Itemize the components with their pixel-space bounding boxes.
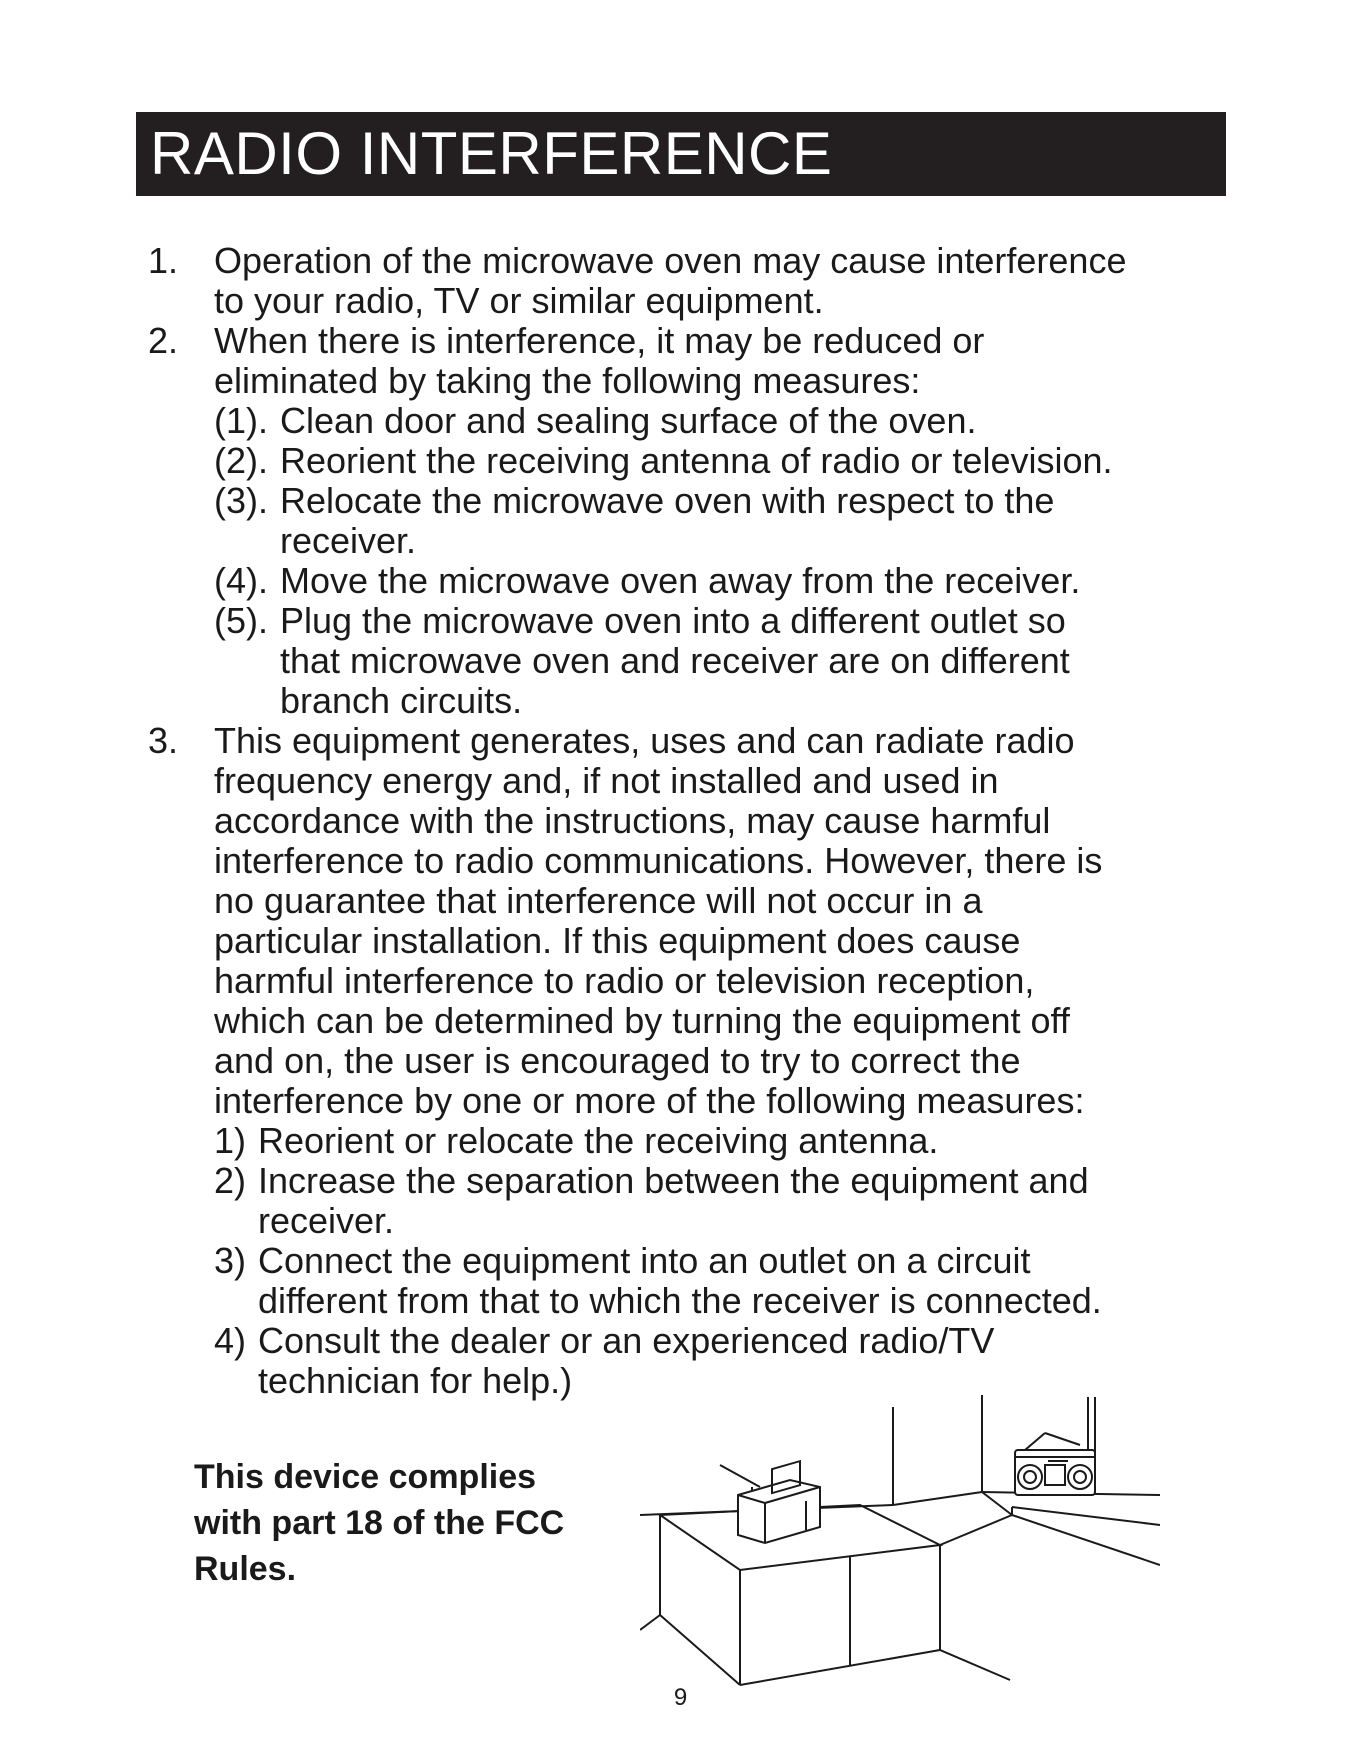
sub-item bbox=[214, 401, 1238, 441]
item-line: frequency energy and, if not installed and used in bbox=[214, 760, 999, 801]
item-line: interference to radio communications. However, there is bbox=[214, 840, 1103, 881]
sub-item-line: Consult the dealer or an experienced radio/TV bbox=[258, 1320, 995, 1361]
list-item-2 bbox=[148, 321, 1238, 401]
sub-item-line: Relocate the microwave oven with respect to the bbox=[280, 480, 1055, 521]
sub-item-line: Connect the equipment into an outlet on a circuit bbox=[258, 1240, 1031, 1281]
sub-item-number: 3) bbox=[214, 1240, 247, 1281]
item-line: This equipment generates, uses and can radiate radio bbox=[214, 720, 1075, 761]
sub-item-line: Reorient the receiving antenna of radio or television. bbox=[280, 440, 1113, 481]
item-number: 1. bbox=[148, 240, 179, 281]
item-line: accordance with the instructions, may cause harmful bbox=[214, 800, 1051, 841]
item-line: to your radio, TV or similar equipment. bbox=[214, 280, 824, 321]
sub-item-line: Plug the microwave oven into a different outlet so bbox=[280, 600, 1066, 641]
sub-item-line: branch circuits. bbox=[280, 680, 523, 721]
list-item-1 bbox=[148, 241, 1238, 321]
radio-boombox bbox=[1015, 1433, 1095, 1495]
microwave-radio-illustration bbox=[640, 1395, 1160, 1695]
page-number: 9 bbox=[673, 1684, 688, 1711]
sub-item-line: receiver. bbox=[258, 1200, 395, 1241]
sub-item-number: (1). bbox=[214, 400, 268, 441]
sub-item bbox=[214, 1161, 1238, 1241]
sub-item-line: that microwave oven and receiver are on different bbox=[280, 640, 1070, 681]
item-line: interference by one or more of the following measures: bbox=[214, 1080, 1085, 1121]
page-title: RADIO INTERFERENCE bbox=[136, 112, 1226, 196]
item-number: 2. bbox=[148, 320, 179, 361]
sub-item-number: (3). bbox=[214, 480, 268, 521]
notice-line: Rules. bbox=[194, 1550, 297, 1588]
sub-item bbox=[214, 441, 1238, 481]
sub-item-number: (5). bbox=[214, 600, 268, 641]
sub-item-number: (2). bbox=[214, 440, 268, 481]
sub-item-number: (4). bbox=[214, 560, 268, 601]
sub-item bbox=[214, 1321, 1238, 1401]
sub-item-line: Increase the separation between the equipment and bbox=[258, 1160, 1089, 1201]
item-number: 3. bbox=[148, 720, 179, 761]
sub-item-line: Clean door and sealing surface of the oven. bbox=[280, 400, 977, 441]
item-line: eliminated by taking the following measures: bbox=[214, 360, 921, 401]
sub-item-number: 2) bbox=[214, 1160, 247, 1201]
kitchen-counter bbox=[640, 1505, 1012, 1685]
sub-item-line: different from that to which the receiver is connected. bbox=[258, 1280, 1102, 1321]
item-line: When there is interference, it may be reduced or bbox=[214, 320, 985, 361]
sub-item bbox=[214, 481, 1238, 561]
list-item-3 bbox=[148, 721, 1238, 1121]
item-line: which can be determined by turning the equipment off bbox=[214, 1000, 1070, 1041]
instructions-list bbox=[148, 241, 1238, 1401]
notice-line: with part 18 of the FCC bbox=[194, 1504, 565, 1542]
sub-item-line: receiver. bbox=[280, 520, 417, 561]
item-line: and on, the user is encouraged to try to correct the bbox=[214, 1040, 1021, 1081]
item-line: Operation of the microwave oven may cause interference bbox=[214, 240, 1127, 281]
item-line: harmful interference to radio or television reception, bbox=[214, 960, 1035, 1001]
notice-line: This device complies bbox=[194, 1458, 537, 1496]
sub-item-line: Move the microwave oven away from the receiver. bbox=[280, 560, 1081, 601]
sub-item bbox=[214, 601, 1238, 721]
fcc-compliance-notice bbox=[194, 1454, 634, 1592]
microwave-oven bbox=[738, 1461, 820, 1543]
item-line: particular installation. If this equipment does cause bbox=[214, 920, 1021, 961]
sub-item bbox=[214, 561, 1238, 601]
item-line: no guarantee that interference will not occur in a bbox=[214, 880, 983, 921]
sub-item-number: 1) bbox=[214, 1120, 247, 1161]
sub-item bbox=[214, 1121, 1238, 1161]
sub-item-line: technician for help.) bbox=[258, 1360, 573, 1401]
sub-item bbox=[214, 1241, 1238, 1321]
sub-item-line: Reorient or relocate the receiving antenna. bbox=[258, 1120, 939, 1161]
sub-item-number: 4) bbox=[214, 1320, 247, 1361]
